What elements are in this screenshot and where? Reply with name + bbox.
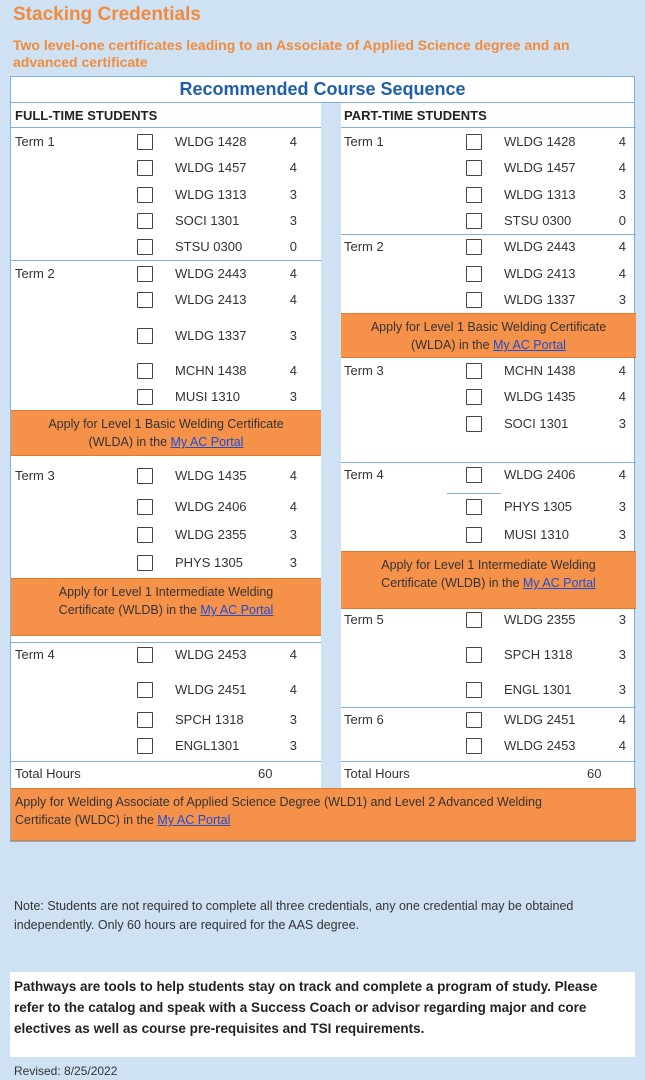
course-code: WLDG 2443 <box>504 239 576 254</box>
course-hours: 0 <box>618 213 626 228</box>
course-checkbox[interactable] <box>137 292 153 308</box>
course-hours: 4 <box>618 239 626 254</box>
banner-text: Certificate (WLDB) in the My AC Portal <box>381 576 596 590</box>
course-hours: 4 <box>289 134 297 149</box>
course-checkbox[interactable] <box>137 712 153 728</box>
my-ac-portal-link[interactable]: My AC Portal <box>170 435 244 449</box>
term-label: Term 5 <box>344 612 384 627</box>
banner-text: (WLDA) in the My AC Portal <box>88 435 244 449</box>
course-checkbox[interactable] <box>137 160 153 176</box>
course-hours: 3 <box>618 647 626 662</box>
term-label: Term 4 <box>15 647 55 662</box>
course-checkbox[interactable] <box>466 213 482 229</box>
course-code: SOCI 1301 <box>175 213 240 228</box>
my-ac-portal-link[interactable]: My AC Portal <box>200 603 274 617</box>
course-hours: 3 <box>289 328 297 343</box>
course-checkbox[interactable] <box>137 187 153 203</box>
intermediate-certificate-banner <box>11 578 321 636</box>
course-checkbox[interactable] <box>137 527 153 543</box>
total-hours-value: 60 <box>587 766 602 781</box>
my-ac-portal-link[interactable]: My AC Portal <box>157 813 231 827</box>
term-label: Term 3 <box>344 363 384 378</box>
course-checkbox[interactable] <box>137 363 153 379</box>
term-label: Term 1 <box>344 134 384 149</box>
course-hours: 0 <box>289 239 297 254</box>
course-code: PHYS 1305 <box>504 499 572 514</box>
divider <box>11 127 321 128</box>
course-code: SOCI 1301 <box>504 416 569 431</box>
total-hours-label: Total Hours <box>344 766 410 781</box>
course-hours: 3 <box>618 292 626 307</box>
course-hours: 3 <box>289 712 297 727</box>
course-hours: 3 <box>618 187 626 202</box>
divider <box>11 260 321 261</box>
banner-text: Certificate (WLDC) in the My AC Portal <box>15 813 231 827</box>
course-code: WLDG 1337 <box>175 328 247 343</box>
page-subtitle: Two level-one certificates leading to an Associate of Applied Science degree and an advanced certificate <box>13 37 570 70</box>
course-checkbox[interactable] <box>466 160 482 176</box>
course-code: WLDG 2355 <box>504 612 576 627</box>
course-hours: 4 <box>618 160 626 175</box>
basic-certificate-banner <box>341 313 636 358</box>
course-code: ENGL1301 <box>175 738 240 753</box>
course-code: WLDG 2413 <box>504 266 576 281</box>
course-hours: 3 <box>618 499 626 514</box>
course-checkbox[interactable] <box>137 239 153 255</box>
course-checkbox[interactable] <box>466 134 482 150</box>
divider <box>447 493 501 494</box>
course-code: MCHN 1438 <box>175 363 247 378</box>
course-checkbox[interactable] <box>137 468 153 484</box>
course-checkbox[interactable] <box>466 389 482 405</box>
intermediate-certificate-banner <box>341 551 636 609</box>
total-hours-value: 60 <box>258 766 273 781</box>
course-code: WLDG 1428 <box>175 134 247 149</box>
course-hours: 3 <box>289 187 297 202</box>
course-checkbox[interactable] <box>137 328 153 344</box>
course-hours: 4 <box>289 468 297 483</box>
revised-date: Revised: 8/25/2022 <box>14 1064 118 1078</box>
course-code: WLDG 1457 <box>504 160 576 175</box>
course-checkbox[interactable] <box>466 527 482 543</box>
course-code: WLDG 2451 <box>504 712 576 727</box>
degree-banner <box>11 788 636 841</box>
course-hours: 3 <box>289 389 297 404</box>
course-hours: 4 <box>289 292 297 307</box>
course-hours: 4 <box>618 712 626 727</box>
course-checkbox[interactable] <box>466 682 482 698</box>
course-checkbox[interactable] <box>137 647 153 663</box>
course-checkbox[interactable] <box>137 213 153 229</box>
course-checkbox[interactable] <box>466 499 482 515</box>
divider <box>11 761 321 762</box>
term-label: Term 6 <box>344 712 384 727</box>
course-hours: 4 <box>618 738 626 753</box>
banner-text: Apply for Welding Associate of Applied Science Degree (WLD1) and Level 2 Advanced Welding <box>15 795 542 809</box>
course-hours: 3 <box>289 555 297 570</box>
sequence-title: Recommended Course Sequence <box>179 79 466 99</box>
divider <box>341 761 636 762</box>
course-code: MUSI 1310 <box>504 527 570 542</box>
course-code: SPCH 1318 <box>504 647 573 662</box>
my-ac-portal-link[interactable]: My AC Portal <box>493 338 566 352</box>
course-hours: 3 <box>289 527 297 542</box>
course-hours: 4 <box>618 266 626 281</box>
course-code: WLDG 2451 <box>175 682 247 697</box>
course-code: WLDG 1313 <box>504 187 576 202</box>
course-checkbox[interactable] <box>466 239 482 255</box>
banner-text: (WLDA) in the My AC Portal <box>411 338 566 352</box>
course-hours: 3 <box>618 527 626 542</box>
course-hours: 4 <box>618 389 626 404</box>
note-text: Note: Students are not required to complete all three credentials, any one credential may be obtained independently. Only 60 hours are required for the AAS degree. <box>14 899 574 932</box>
term-label: Term 2 <box>15 266 55 281</box>
course-checkbox[interactable] <box>466 187 482 203</box>
course-checkbox[interactable] <box>466 647 482 663</box>
divider <box>341 707 636 708</box>
course-checkbox[interactable] <box>466 363 482 379</box>
course-hours: 4 <box>289 647 297 662</box>
course-hours: 4 <box>618 134 626 149</box>
course-code: PHYS 1305 <box>175 555 243 570</box>
course-checkbox[interactable] <box>466 292 482 308</box>
course-hours: 4 <box>618 363 626 378</box>
course-code: WLDG 2413 <box>175 292 247 307</box>
pathways-box <box>10 972 635 1057</box>
course-hours: 3 <box>618 682 626 697</box>
course-checkbox[interactable] <box>137 555 153 571</box>
course-code: WLDG 2355 <box>175 527 247 542</box>
course-hours: 3 <box>289 738 297 753</box>
term-label: Term 3 <box>15 468 55 483</box>
total-hours-label: Total Hours <box>15 766 81 781</box>
term-label: Term 1 <box>15 134 55 149</box>
course-hours: 4 <box>289 499 297 514</box>
banner-text: Certificate (WLDB) in the My AC Portal <box>58 603 274 617</box>
term-label: Term 2 <box>344 239 384 254</box>
course-checkbox[interactable] <box>466 712 482 728</box>
course-code: MCHN 1438 <box>504 363 576 378</box>
pathways-text: Pathways are tools to help students stay on track and complete a program of study. Please refer to the catalog and speak with a Success Coach or advisor regarding major and core electives as well as course pre-requisites and TSI requirements. <box>14 979 598 1036</box>
course-hours: 4 <box>289 363 297 378</box>
banner-text: Apply for Level 1 Intermediate Welding <box>381 558 596 572</box>
course-code: WLDG 2406 <box>504 467 576 482</box>
course-checkbox[interactable] <box>466 612 482 628</box>
course-hours: 4 <box>289 160 297 175</box>
banner-text: Apply for Level 1 Basic Welding Certificate <box>370 320 607 334</box>
course-checkbox[interactable] <box>466 738 482 754</box>
course-code: MUSI 1310 <box>175 389 241 404</box>
course-hours: 4 <box>289 682 297 697</box>
course-checkbox[interactable] <box>137 134 153 150</box>
course-code: WLDG 2453 <box>175 647 247 662</box>
course-code: WLDG 1313 <box>175 187 247 202</box>
course-code: WLDG 1337 <box>504 292 576 307</box>
course-sequence-table <box>10 76 635 842</box>
course-code: STSU 0300 <box>504 213 572 228</box>
course-code: WLDG 1457 <box>175 160 247 175</box>
banner-text: Apply for Level 1 Basic Welding Certificate <box>48 417 284 431</box>
basic-certificate-banner <box>11 410 321 456</box>
course-checkbox[interactable] <box>466 266 482 282</box>
course-code: WLDG 2453 <box>504 738 576 753</box>
divider <box>341 462 636 463</box>
course-code: WLDG 2406 <box>175 499 247 514</box>
course-hours: 3 <box>289 213 297 228</box>
banner-text: Apply for Level 1 Intermediate Welding <box>58 585 274 599</box>
page-title: Stacking Credentials <box>13 4 201 25</box>
course-code: ENGL 1301 <box>504 682 572 697</box>
course-hours: 4 <box>618 467 626 482</box>
course-code: SPCH 1318 <box>175 712 244 727</box>
course-code: STSU 0300 <box>175 239 243 254</box>
part-time-header: PART-TIME STUDENTS <box>344 108 487 123</box>
course-code: WLDG 2443 <box>175 266 247 281</box>
divider <box>11 642 321 643</box>
course-code: WLDG 1435 <box>175 468 247 483</box>
column-separator <box>321 103 341 788</box>
divider <box>341 127 636 128</box>
course-checkbox[interactable] <box>137 682 153 698</box>
course-checkbox[interactable] <box>137 499 153 515</box>
course-hours: 3 <box>618 416 626 431</box>
course-hours: 3 <box>618 612 626 627</box>
course-checkbox[interactable] <box>466 416 482 432</box>
term-label: Term 4 <box>344 467 384 482</box>
course-hours: 4 <box>289 266 297 281</box>
course-checkbox[interactable] <box>137 266 153 282</box>
full-time-header: FULL-TIME STUDENTS <box>15 108 158 123</box>
my-ac-portal-link[interactable]: My AC Portal <box>522 576 596 590</box>
divider <box>341 234 636 235</box>
course-checkbox[interactable] <box>137 389 153 405</box>
course-checkbox[interactable] <box>466 467 482 483</box>
course-code: WLDG 1428 <box>504 134 576 149</box>
course-checkbox[interactable] <box>137 738 153 754</box>
course-code: WLDG 1435 <box>504 389 576 404</box>
